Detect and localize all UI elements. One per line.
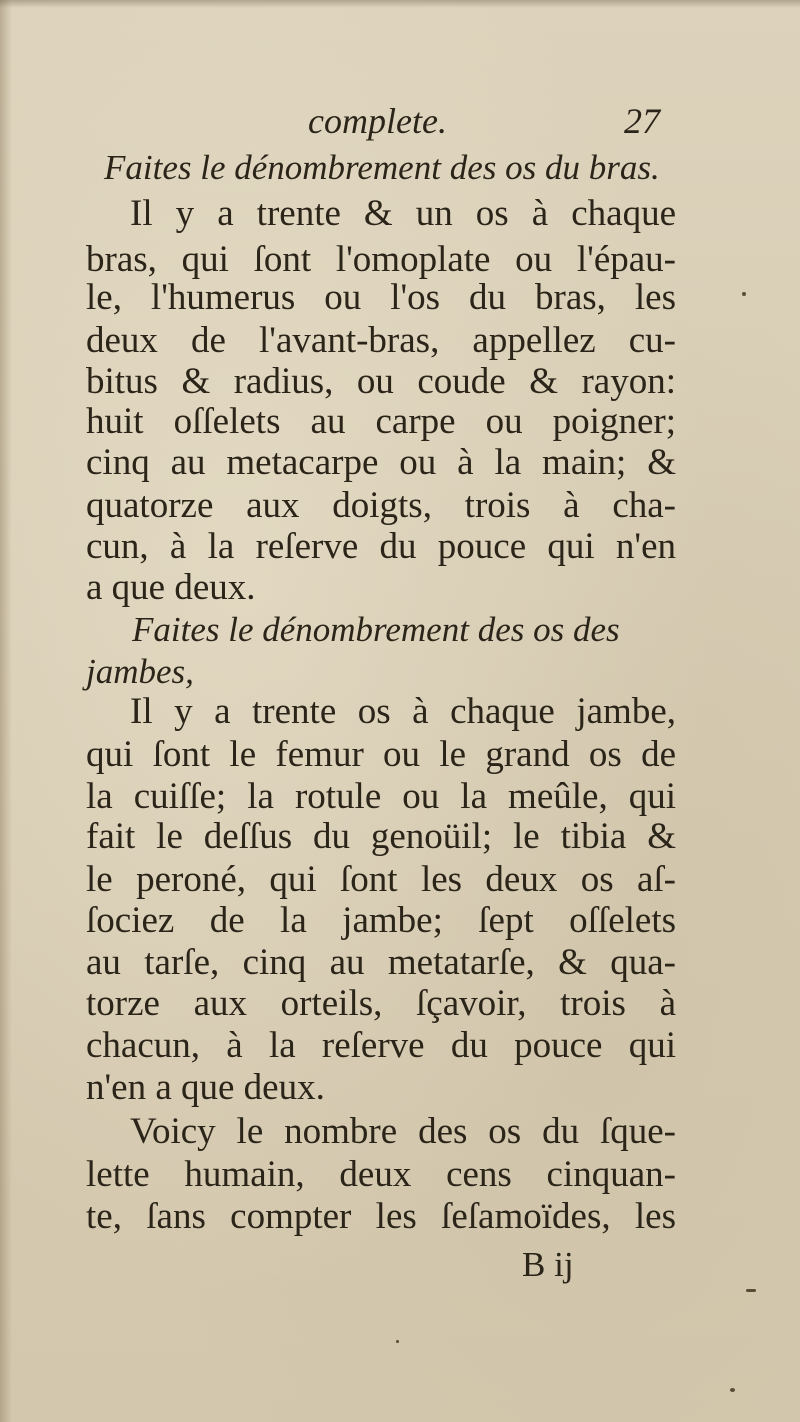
- signature-mark: B ij: [522, 1245, 574, 1284]
- section2-heading-line-2: jambes,: [86, 652, 194, 691]
- section3-line-2: lette humain, deux cens cinquan-: [86, 1154, 676, 1195]
- section3-line-1: Voicy le nombre des os du ſque-: [130, 1111, 676, 1152]
- section1-line-9: cun, à la reſerve du pouce qui n'en: [86, 526, 676, 567]
- section2-line-5: le peroné, qui ſont les deux os aſ-: [86, 859, 676, 900]
- section3-line-3: te, ſans compter les ſeſamoïdes, les: [86, 1196, 676, 1237]
- page-top-edge-shadow: [0, 0, 800, 8]
- paper-speck: [746, 1289, 756, 1292]
- section2-line-9: chacun, à la reſerve du pouce qui: [86, 1025, 676, 1066]
- section1-line-7: cinq au metacarpe ou à la main; &: [86, 442, 676, 483]
- section1-line-2: bras, qui ſont l'omoplate ou l'épau-: [86, 239, 676, 280]
- section2-heading-line-1: Faites le dénombrement des os des: [132, 610, 620, 649]
- page-left-edge-shadow: [0, 0, 12, 1422]
- section1-line-1: Il y a trente & un os à chaque: [130, 193, 676, 234]
- section2-line-8: torze aux orteils, ſçavoir, trois à: [86, 983, 676, 1024]
- section1-line-5: bitus & radius, ou coude & rayon:: [86, 361, 676, 402]
- section2-line-6: ſociez de la jambe; ſept oſſelets: [86, 900, 676, 941]
- section1-heading: Faites le dénombrement des os du bras.: [104, 148, 660, 187]
- section2-line-7: au tarſe, cinq au metatarſe, & qua-: [86, 942, 676, 983]
- section2-line-3: la cuiſſe; la rotule ou la meûle, qui: [86, 776, 676, 817]
- paper-speck: [730, 1388, 735, 1392]
- section1-line-6: huit oſſelets au carpe ou poigner;: [86, 401, 676, 442]
- paper-speck: [742, 292, 746, 296]
- section2-line-4: fait le deſſus du genoüil; le tibia &: [86, 816, 676, 857]
- page-number: 27: [624, 101, 660, 141]
- section1-line-10: a que deux.: [86, 567, 256, 608]
- section2-line-2: qui ſont le femur ou le grand os de: [86, 734, 676, 775]
- section1-line-3: le, l'humerus ou l'os du bras, les: [86, 277, 676, 318]
- section1-line-8: quatorze aux doigts, trois à cha-: [86, 485, 676, 526]
- section2-line-10: n'en a que deux.: [86, 1067, 325, 1108]
- running-title: complete.: [308, 101, 447, 141]
- section2-line-1: Il y a trente os à chaque jambe,: [130, 691, 676, 732]
- paper-speck: [396, 1340, 399, 1343]
- section1-line-4: deux de l'avant-bras, appellez cu-: [86, 320, 676, 361]
